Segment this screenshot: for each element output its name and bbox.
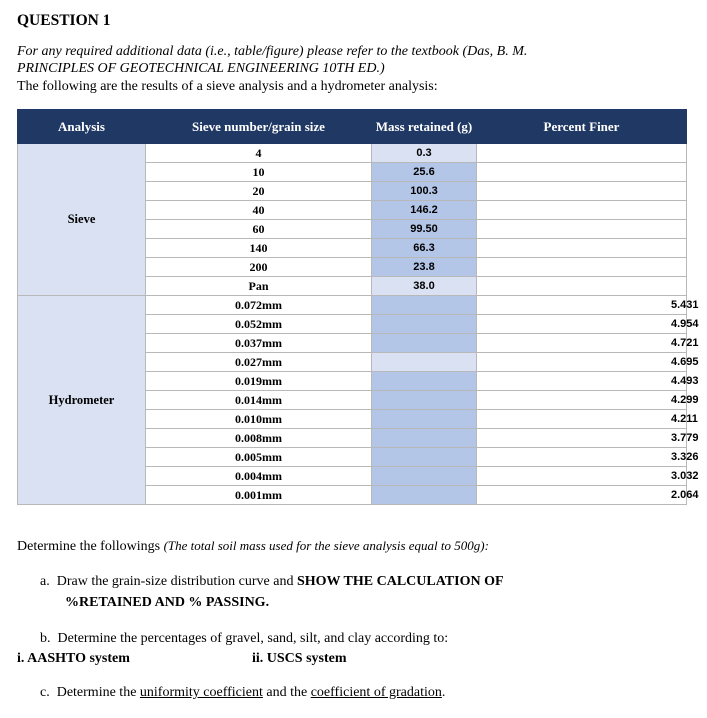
grain-size-cell: 0.027mm [146,353,372,372]
percent-finer-cell [477,258,687,277]
part-b-text: Determine the percentages of gravel, sand, silt, and clay according to: [57,631,449,646]
part-c-text1: Determine the [56,685,137,700]
instruction-line-2 [17,61,385,77]
percent-finer-cell: 3.326 [477,448,687,467]
part-c [40,685,445,701]
part-b-prefix: b. [40,631,51,646]
table-body [18,144,699,505]
part-c-prefix: c. [40,685,50,700]
sieve-size-cell: 4 [146,144,372,163]
part-c-text2: and the [266,685,308,700]
percent-finer-cell [477,163,687,182]
percent-finer-cell [477,239,687,258]
part-a [40,574,650,590]
header-analysis: Analysis [18,110,146,144]
instruction-line-1: For any required additional data (i.e., table/figure) please refer to the textbook (Das, B. M. [17,44,528,59]
percent-finer-cell [477,201,687,220]
sieve-size-cell: 20 [146,182,372,201]
grain-size-cell: 0.008mm [146,429,372,448]
percent-finer-cell: 4.695 [477,353,687,372]
percent-finer-cell: 4.211 [477,410,687,429]
results-table [17,109,699,505]
mass-retained-cell [372,296,477,315]
percent-finer-cell [477,220,687,239]
analysis-sieve: Sieve [18,144,146,296]
instruction-line-2-text: PRINCIPLES OF GEOTECHNICAL ENGINEERING 10TH ED.) [17,61,385,76]
part-a-bold1: SHOW THE CALCULATION OF [296,574,504,589]
percent-finer-cell: 5.431 [477,296,687,315]
uniformity-coefficient-term: uniformity coefficient [139,685,263,700]
mass-retained-cell [372,372,477,391]
mass-retained-cell: 25.6 [372,163,477,182]
mass-retained-cell: 66.3 [372,239,477,258]
percent-finer-cell: 4.493 [477,372,687,391]
mass-retained-cell: 146.2 [372,201,477,220]
part-a-text: Draw the grain-size distribution curve and [56,574,294,589]
percent-finer-cell: 2.064 [477,486,687,505]
determine-note: (The total soil mass used for the sieve analysis equal to 500g): [163,538,489,553]
grain-size-cell: 0.001mm [146,486,372,505]
grain-size-cell: 0.052mm [146,315,372,334]
part-b-uscs: ii. USCS system [252,651,347,666]
mass-retained-cell: 99.50 [372,220,477,239]
part-a-bold2: %RETAINED AND % PASSING. [65,595,270,610]
table-row [18,296,687,315]
part-c-end: . [441,685,446,700]
determine-text [17,538,489,555]
grain-size-cell: 0.037mm [146,334,372,353]
percent-finer-cell [477,277,687,296]
mass-retained-cell [372,429,477,448]
analysis-hydrometer: Hydrometer [18,296,146,505]
part-b-aashto: i. AASHTO system [17,651,130,666]
question-title: QUESTION 1 [17,12,111,29]
percent-finer-cell: 3.779 [477,429,687,448]
sieve-size-cell: 200 [146,258,372,277]
coefficient-of-gradation-term: coefficient of gradation [310,685,442,700]
mass-retained-cell: 100.3 [372,182,477,201]
mass-retained-cell: 23.8 [372,258,477,277]
sieve-size-cell: 40 [146,201,372,220]
mass-retained-cell: 38.0 [372,277,477,296]
percent-finer-cell: 4.954 [477,315,687,334]
sieve-size-cell: 60 [146,220,372,239]
part-b [40,631,448,647]
header-sieve-size: Sieve number/grain size [146,110,372,144]
sieve-size-cell: Pan [146,277,372,296]
mass-retained-cell [372,315,477,334]
grain-size-cell: 0.014mm [146,391,372,410]
percent-finer-cell: 4.299 [477,391,687,410]
mass-retained-cell [372,353,477,372]
sieve-size-cell: 140 [146,239,372,258]
grain-size-cell: 0.010mm [146,410,372,429]
percent-finer-cell: 4.721 [477,334,687,353]
mass-retained-cell [372,486,477,505]
header-mass-retained: Mass retained (g) [372,110,477,144]
mass-retained-cell [372,334,477,353]
mass-retained-cell [372,467,477,486]
grain-size-cell: 0.019mm [146,372,372,391]
table-header-row [18,110,687,144]
mass-retained-cell [372,448,477,467]
percent-finer-cell: 3.032 [477,467,687,486]
intro-text: The following are the results of a sieve analysis and a hydrometer analysis: [17,79,438,94]
part-a-prefix: a. [40,574,50,589]
grain-size-cell: 0.005mm [146,448,372,467]
determine-lead: Determine the followings [17,539,161,554]
mass-retained-cell [372,391,477,410]
mass-retained-cell [372,410,477,429]
grain-size-cell: 0.004mm [146,467,372,486]
mass-retained-cell: 0.3 [372,144,477,163]
percent-finer-cell [477,144,687,163]
sieve-size-cell: 10 [146,163,372,182]
percent-finer-cell [477,182,687,201]
table-row [18,144,687,163]
header-percent-finer: Percent Finer [477,110,687,144]
grain-size-cell: 0.072mm [146,296,372,315]
